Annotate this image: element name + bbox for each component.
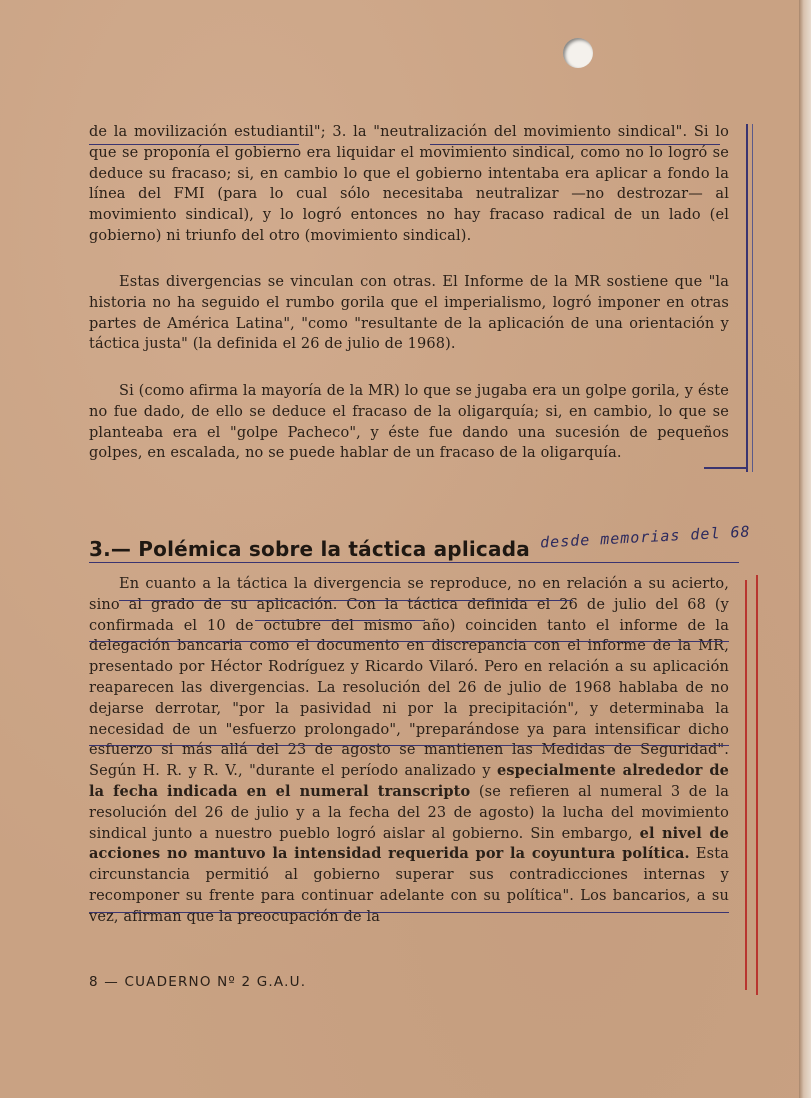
margin-mark-tick [704,467,748,469]
paragraph-3: Si (como afirma la mayoría de la MR) lo que se jugaba era un golpe gorila, y éste no fue dado, de ello se deduce el fracaso de la oligarquía; si, en cambio, lo que se planteaba era el "golpe Pacheco", y éste fue dando una sucesión de pequeños golpes, en escalada, no se puede hablar de un fracaso de la oligarquía. [89,383,729,462]
margin-mark-top [746,124,748,472]
paragraph-1: de la movilización estudiantil"; 3. la "neutralización del movimiento sindical". Si lo que se proponía el gobierno era liquidar el movimiento sindical, como no lo logró se deduce su fracaso; si, en cambio lo que el gobierno intentaba era aplicar a fondo la línea del FMI (para lo cual sólo necesitaba neutralizar —no destrozar— al movimiento sindical), y lo logró entonces no hay fracaso radical de un lado (el gobierno) ni triunfo del otro (movimiento sindical). [89,124,729,244]
page-edge [799,0,811,1098]
handwritten-note: desde memorias del 68 [539,522,751,552]
margin-mark-top-thin [752,124,753,472]
section-text-3: Esta circunstancia permitió al gobierno superar sus contradicciones internas y recomponer su frente para continuar adelante con su política". Los bancarios, a su vez, afirman que la preocupación de la [89,846,729,925]
underline-mark [255,620,425,621]
paragraph-2: Estas divergencias se vinculan con otras. El Informe de la MR sostiene que "la historia no ha seguido el rumbo gorila que el imperialismo, logró imponer en otras partes de América Latina", "como "resultante de la aplicación de una orientación y táctica justa" (la definida el 26 de julio de 1968). [89,274,729,353]
underline-mark [430,144,720,145]
heading-underline [89,562,739,563]
punch-hole [563,38,593,68]
section-bold-1: especialmente alrededor de la fecha indicada en el numeral transcripto [89,762,729,800]
margin-mark-red [745,580,747,990]
section-text-2: (se refieren al numeral 3 de la resolución del 26 de julio y a la fecha del 23 de agosto) la lucha del movimiento sindical junto a nuestro pueblo logró aislar al gobierno. Sin embargo, [89,783,729,842]
underline-mark [89,745,729,746]
underline-mark [89,912,729,913]
underline-mark [89,144,299,145]
underline-mark [119,600,573,601]
section-text-1: En cuanto a la táctica la divergencia se reproduce, no en relación a su acierto, sino al grado de su aplicación. Con la táctica definida el 26 de julio del 68 (y confirmada el 10 de octubre del mismo año) coinciden tanto el informe de la delegación bancaria como el documento en discrepancia con el informe de la MR, presentado por Héctor Rodríguez y Ricardo Vilaró. Pero en relación a su aplicación reaparecen las divergencias. La resolución del 26 de julio de 1968 hablaba de no dejarse derrotar, "por la pasividad ni por la precipitación", y determinaba la necesidad de un "esfuerzo prolongado", "preparándose ya para intensificar dicho esfuerzo si más allá del 23 de agosto se mantienen las Medidas de Seguridad". Según H. R. y R. V., "durante el período analizado y [89,576,729,780]
section-bold-2: el nivel de acciones no mantuvo la intensidad requerida por la coyuntura política. [89,824,729,863]
page-footer: 8 — CUADERNO Nº 2 G.A.U. [89,974,307,990]
section-heading: 3.— Polémica sobre la táctica aplicada [89,537,530,561]
underline-mark [89,641,729,642]
section-paragraph [89,574,729,928]
margin-mark-red-thin [756,575,758,995]
